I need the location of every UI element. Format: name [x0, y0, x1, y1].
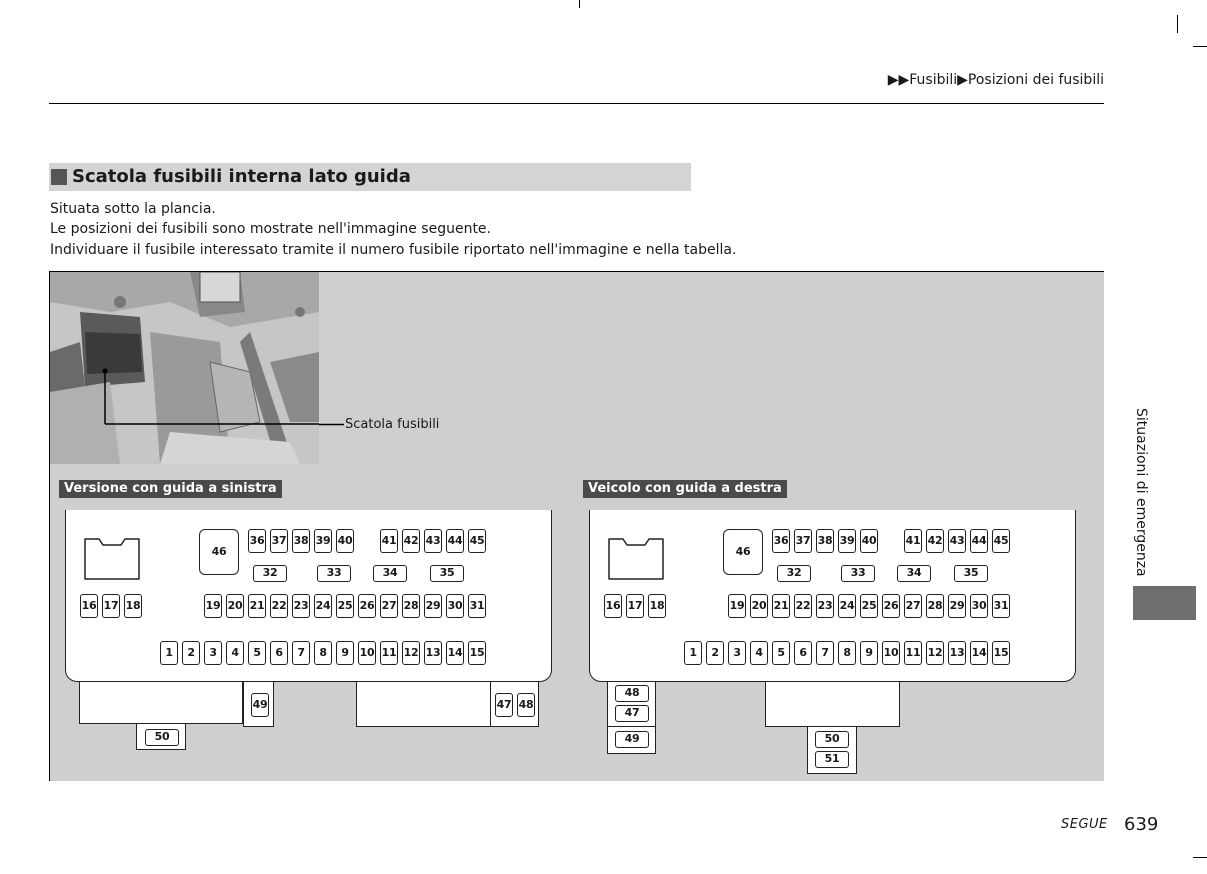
paragraph-instructions: Individuare il fusibile interessato tramite il numero fusibile riportato nell'immagine e nella tabella.	[50, 242, 737, 258]
fuse-41: 41	[380, 529, 398, 553]
fuse-31: 31	[992, 594, 1010, 618]
fuse-40: 40	[336, 529, 354, 553]
fuse-6: 6	[270, 641, 288, 665]
fuse-32: 32	[253, 565, 287, 582]
fuse-figure	[49, 271, 1104, 781]
fuse-15: 15	[992, 641, 1010, 665]
fuse-3: 3	[204, 641, 222, 665]
fuse-21: 21	[248, 594, 266, 618]
fuse-46: 46	[199, 529, 239, 575]
fuse-10: 10	[882, 641, 900, 665]
crop-mark	[1177, 15, 1178, 33]
fuse-16: 16	[80, 594, 98, 618]
fuse-50: 50	[145, 729, 179, 746]
fuse-47: 47	[615, 705, 649, 722]
fuse-2: 2	[706, 641, 724, 665]
fuse-19: 19	[204, 594, 222, 618]
fuse-14: 14	[446, 641, 464, 665]
fuse-30: 30	[446, 594, 464, 618]
lhd-connector-left	[79, 681, 243, 724]
fuse-42: 42	[926, 529, 944, 553]
fuse-23: 23	[816, 594, 834, 618]
section-title: Scatola fusibili interna lato guida	[72, 166, 411, 187]
callout-line	[319, 423, 344, 426]
fuse-10: 10	[358, 641, 376, 665]
fuse-43: 43	[948, 529, 966, 553]
fuse-27: 27	[904, 594, 922, 618]
crop-mark	[579, 0, 580, 8]
fuse-43: 43	[424, 529, 442, 553]
section-heading	[49, 163, 691, 191]
fuse-42: 42	[402, 529, 420, 553]
fuse-21: 21	[772, 594, 790, 618]
page-number: 639	[1124, 814, 1159, 835]
fuse-35: 35	[430, 565, 464, 582]
dashboard-photo-illustration	[50, 272, 319, 464]
fuse-39: 39	[838, 529, 856, 553]
fuse-47: 47	[495, 693, 513, 717]
fuse-34: 34	[897, 565, 931, 582]
fuse-1: 1	[684, 641, 702, 665]
fuse-23: 23	[292, 594, 310, 618]
breadcrumb: ▶▶Fusibili▶Posizioni dei fusibili	[887, 72, 1104, 88]
fuse-34: 34	[373, 565, 407, 582]
fuse-32: 32	[777, 565, 811, 582]
fuse-24: 24	[838, 594, 856, 618]
rhd-panel-label: Veicolo con guida a destra	[583, 480, 787, 498]
fuse-1: 1	[160, 641, 178, 665]
fuse-36: 36	[248, 529, 266, 553]
fuse-4: 4	[226, 641, 244, 665]
fuse-8: 8	[838, 641, 856, 665]
fuse-18: 18	[648, 594, 666, 618]
fuse-28: 28	[926, 594, 944, 618]
fuse-2: 2	[182, 641, 200, 665]
fuse-50: 50	[815, 731, 849, 748]
header-divider	[49, 103, 1104, 104]
fuse-38: 38	[292, 529, 310, 553]
fuse-15: 15	[468, 641, 486, 665]
chapter-tab-marker	[1133, 586, 1196, 620]
fuse-9: 9	[860, 641, 878, 665]
fuse-20: 20	[750, 594, 768, 618]
fuse-17: 17	[626, 594, 644, 618]
fuse-8: 8	[314, 641, 332, 665]
fuse-41: 41	[904, 529, 922, 553]
fuse-4: 4	[750, 641, 768, 665]
fuse-28: 28	[402, 594, 420, 618]
fuse-45: 45	[468, 529, 486, 553]
fuse-44: 44	[446, 529, 464, 553]
fuse-13: 13	[948, 641, 966, 665]
dashboard-photo	[50, 272, 319, 464]
fuse-7: 7	[816, 641, 834, 665]
fuse-31: 31	[468, 594, 486, 618]
fuse-16: 16	[604, 594, 622, 618]
fuse-box-callout: Scatola fusibili	[345, 417, 440, 432]
fuse-37: 37	[270, 529, 288, 553]
fuse-5: 5	[248, 641, 266, 665]
fuse-5: 5	[772, 641, 790, 665]
chapter-tab-label: Situazioni di emergenza	[1133, 408, 1149, 577]
fuse-29: 29	[948, 594, 966, 618]
crop-mark	[1193, 46, 1207, 47]
fuse-25: 25	[336, 594, 354, 618]
fuse-33: 33	[841, 565, 875, 582]
fuse-13: 13	[424, 641, 442, 665]
fuse-19: 19	[728, 594, 746, 618]
fuse-12: 12	[926, 641, 944, 665]
fuse-51: 51	[815, 751, 849, 768]
fuse-48: 48	[615, 685, 649, 702]
fuse-48: 48	[517, 693, 535, 717]
fuse-17: 17	[102, 594, 120, 618]
fuse-26: 26	[882, 594, 900, 618]
crop-mark	[1193, 857, 1207, 858]
lhd-relay-icon	[83, 537, 141, 581]
fuse-25: 25	[860, 594, 878, 618]
fuse-35: 35	[954, 565, 988, 582]
fuse-38: 38	[816, 529, 834, 553]
fuse-24: 24	[314, 594, 332, 618]
fuse-36: 36	[772, 529, 790, 553]
fuse-20: 20	[226, 594, 244, 618]
rhd-relay-icon	[607, 537, 665, 581]
fuse-14: 14	[970, 641, 988, 665]
continues-label: SEGUE	[1061, 817, 1108, 832]
fuse-12: 12	[402, 641, 420, 665]
fuse-37: 37	[794, 529, 812, 553]
fuse-26: 26	[358, 594, 376, 618]
fuse-11: 11	[380, 641, 398, 665]
square-bullet-icon	[51, 169, 67, 185]
fuse-44: 44	[970, 529, 988, 553]
paragraph-location: Situata sotto la plancia.	[50, 201, 216, 217]
fuse-40: 40	[860, 529, 878, 553]
fuse-29: 29	[424, 594, 442, 618]
fuse-27: 27	[380, 594, 398, 618]
fuse-30: 30	[970, 594, 988, 618]
fuse-49: 49	[251, 693, 269, 717]
fuse-3: 3	[728, 641, 746, 665]
fuse-9: 9	[336, 641, 354, 665]
lhd-panel-label: Versione con guida a sinistra	[59, 480, 282, 498]
fuse-18: 18	[124, 594, 142, 618]
fuse-45: 45	[992, 529, 1010, 553]
fuse-6: 6	[794, 641, 812, 665]
fuse-33: 33	[317, 565, 351, 582]
fuse-46: 46	[723, 529, 763, 575]
rhd-connector-center	[765, 681, 900, 727]
fuse-22: 22	[794, 594, 812, 618]
fuse-49: 49	[615, 731, 649, 748]
fuse-22: 22	[270, 594, 288, 618]
fuse-39: 39	[314, 529, 332, 553]
paragraph-positions: Le posizioni dei fusibili sono mostrate nell'immagine seguente.	[50, 221, 491, 237]
fuse-11: 11	[904, 641, 922, 665]
fuse-7: 7	[292, 641, 310, 665]
